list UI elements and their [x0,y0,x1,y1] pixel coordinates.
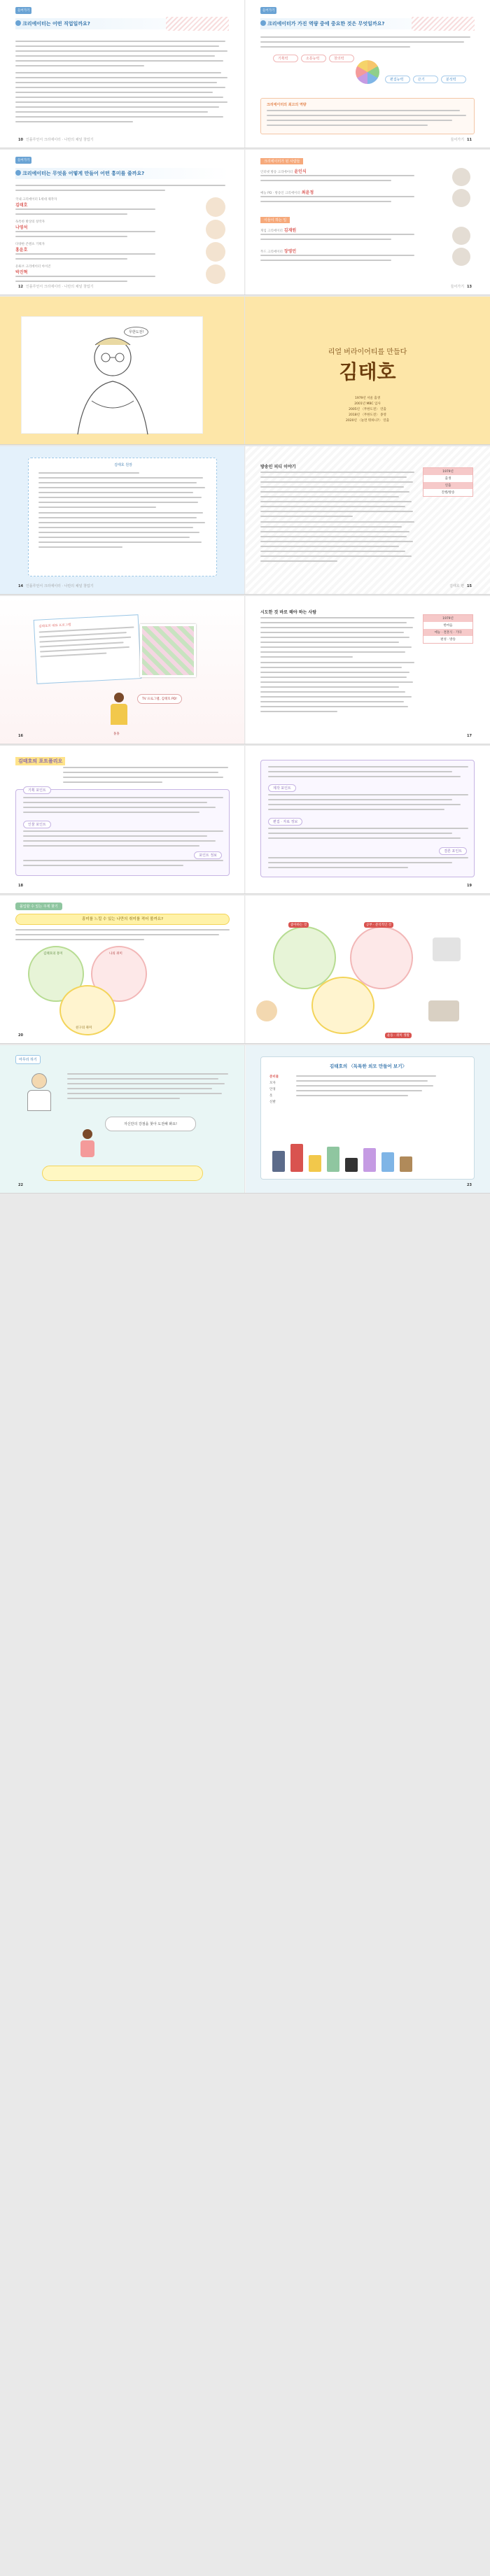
pill-label: 결론 포인트 [439,847,467,855]
page-right [245,746,490,893]
chapter-opener-spread [0,297,490,445]
page-tag: 들어가기 [15,7,31,14]
page-footer: 김태호 편 15 [449,584,472,588]
body-text [260,36,475,51]
chapter-caption: 1979년 서울 출생 2001년 MBC 입사 2005년 〈무한도전〉 연출 2018년 〈무한도전〉 종영 2020년 〈놀면 뭐하니?〉 연출 [346,397,389,423]
page-tag: 들어가기 [15,157,31,164]
profile-list-2 [260,227,475,269]
decorative-stripes [412,17,475,31]
caption-bubble: TV 프로그램, 김태호 PD! [137,694,182,704]
callout-box [260,98,475,134]
page-left [0,150,245,295]
decorative-stripes [166,17,229,31]
circle-label: 친구의 취미 [76,1026,92,1030]
quiz-item: 편집능력 [385,76,410,83]
pill-label: 포인트 정보 [194,851,222,859]
page-left [0,746,245,893]
page-footer: 18 [18,884,23,888]
question-heading: 크리에이터는 무엇을 어떻게 만들어 어떤 흥미를 줄까요? [15,168,230,179]
spread-6 [0,746,490,894]
spread-5 [0,596,490,744]
profile-card: 게임 크리에이터 김재원 [260,227,475,248]
profile-name: 나영석 [15,225,28,230]
portrait-illustration [452,227,470,245]
circle-label: 김태호의 흥미 [43,952,63,956]
girl-illustration [77,1129,98,1164]
spread-7 [0,896,490,1044]
section-heading: 시도한 것 바로 해야 하는 사람 [260,610,316,615]
pill-label: 기획 포인트 [23,786,51,794]
profile-card: 예능 PD · 방송인 크리에이터 최윤정 [260,189,475,210]
portrait-illustration [452,248,470,266]
profile-card: 국내 크리에이터 1세대 제작자 김태호 [15,197,230,218]
page-footer: 23 [467,1183,472,1187]
section-title: 김태호의 포트폴리오 [15,757,65,765]
info-sidebar: 1979년 한마음 예능 · 결혼식 · 기타 편성 · 방송 [423,614,473,644]
empty-canvas [0,1195,490,2576]
quiz-item: 소통능력 [301,55,326,62]
circle-label: 나의 취미 [109,952,122,956]
page-right [245,0,490,148]
quiz-item: 분석력 [441,76,466,83]
profile-card: 유튜브 크리에이터 아이콘 박진혁 [15,264,230,285]
callout-title: 크리에이터의 최고의 역량 [267,103,307,107]
profile-name: 김재원 [284,228,297,233]
page-footer: 20 [18,1033,23,1038]
activity-card [260,1056,475,1180]
circle-label: 공부 · 분석적인 것 [364,922,393,928]
clothing-items [272,1140,464,1172]
portfolio-box [15,789,230,876]
page-right [245,446,490,594]
avatar-illustration [24,1073,55,1115]
profile-list [15,197,230,285]
circle-label: 좋아하는 것 [288,922,309,928]
page-footer: 22 [18,1183,23,1187]
person-label: 홍홍 [113,733,120,736]
profile-card: 인터넷 방송 크리에이터 윤인식 [260,168,475,189]
quiz-item: 창의력 [329,55,354,62]
page-left [0,446,245,594]
bottom-note [42,1166,203,1181]
body-text [260,472,414,565]
profile-name: 최윤정 [301,190,314,195]
portrait-illustration [452,168,470,186]
pill-label: 인물 포인트 [23,821,51,828]
info-sidebar: 1979년 출생 연출 진행/방송 [423,467,473,497]
body-text [15,41,230,126]
speech-bubble: 자신만의 강점을 찾아 도전해 봐요! [105,1117,196,1131]
intro-text [15,185,230,194]
portfolio-box [260,760,475,877]
portrait-illustration [206,264,225,284]
page-left [0,1045,245,1193]
portrait-illustration [206,197,225,217]
portrait-frame [21,316,203,434]
note-card: 김태호의 대표 프로그램 [34,614,142,684]
page-left [0,596,245,744]
profile-name: 박진혁 [15,270,28,275]
spread-2 [0,150,490,295]
quiz-diagram [273,53,462,92]
intro-text [15,929,230,944]
page-right [245,150,490,295]
quiz-circles-left [273,55,354,62]
chapter-title: 김태호 [339,360,396,383]
page-footer: 들어가기 13 [450,285,472,289]
decorative-object [433,937,461,961]
chapter-subtitle: 리얼 버라이어티를 만들다 [328,348,407,356]
question-heading: 크리에이터는 어떤 직업일까요? [15,18,230,29]
profile-name: 장영민 [284,249,297,254]
pill-label: 편집 · 자료 정보 [268,818,302,826]
quiz-circles-right [385,76,466,83]
collage-photo [140,624,196,677]
profile-card: 다양한 콘텐츠 기획자 홍윤호 [15,242,230,263]
question-heading: 크리에이터가 가진 역량 중에 중요한 것은 무엇일까요? [260,18,475,29]
color-wheel [356,60,379,84]
circle-label: 운동 · 취미 생활 [385,1033,412,1038]
page-footer: 14 인플루언서 크리에이터 · 나만의 채널 창업기 [18,584,94,588]
decorative-object [256,1000,277,1021]
spread-4 [0,446,490,595]
page-footer: 들어가기 11 [450,138,472,142]
intro-text [63,767,228,786]
quiz-item: 기획력 [273,55,298,62]
section-tag: 마무리 하기 [15,1055,41,1064]
profile-box [28,458,217,576]
quiz-item: 끈기 [413,76,438,83]
page-left [0,896,245,1043]
section-bar: 크리에이터가 된 사람들 [260,158,303,164]
banner-tag: 몰입할 수 있는 주제 찾기 [15,903,62,910]
profile-card: 푸드 크리에이터 장영민 [260,248,475,269]
page-footer: 17 [467,734,472,738]
venn-circle [350,926,413,989]
page-footer: 16 [18,734,23,738]
page-left [0,297,245,444]
spread-8 [0,1045,490,1194]
question-box: 흥미를 느낄 수 있는 나만의 취미를 적어 볼까요? [15,914,230,925]
page-right [245,297,490,444]
presenter-illustration [105,693,133,735]
activity-title: 김태호의 〈독특한 외모 만들어 보기〉 [330,1063,407,1069]
body-text [260,617,414,716]
page-tag: 들어가기 [260,7,276,14]
portrait-illustration [206,220,225,239]
body-text [67,1073,228,1103]
page-footer: 10 인플루언서 크리에이터 · 나만의 채널 창업기 [18,138,94,142]
portrait-illustration [206,242,225,262]
portrait-illustration [452,189,470,207]
page-footer: 12 인플루언서 크리에이터 · 나만의 채널 창업기 [18,285,94,289]
profile-name: 김태호 [15,203,28,208]
box-title: 김태호 원장 [114,463,132,467]
page-left [0,0,245,148]
profile-list [260,168,475,210]
venn-circle [312,977,374,1034]
pill-label: 제작 포인트 [268,784,296,792]
section-bar: 이들이 하는 일 [260,217,290,223]
page-right [245,896,490,1043]
activity-items: 준비물 모자 안경 옷 신발 [270,1075,279,1104]
portrait-line-art [22,317,204,434]
profile-card: 독특한 발상의 창작자 나영석 [15,220,230,241]
profile-name: 홍윤호 [15,248,28,253]
page-right [245,596,490,744]
page-right [245,1045,490,1193]
spread-1 [0,0,490,148]
decorative-object [428,1000,459,1021]
profile-name: 윤인식 [294,169,307,174]
section-heading: 방송인 피디 이야기 [260,465,296,469]
page-footer: 19 [467,884,472,888]
speech-bubble: 무한도전! [124,327,148,337]
